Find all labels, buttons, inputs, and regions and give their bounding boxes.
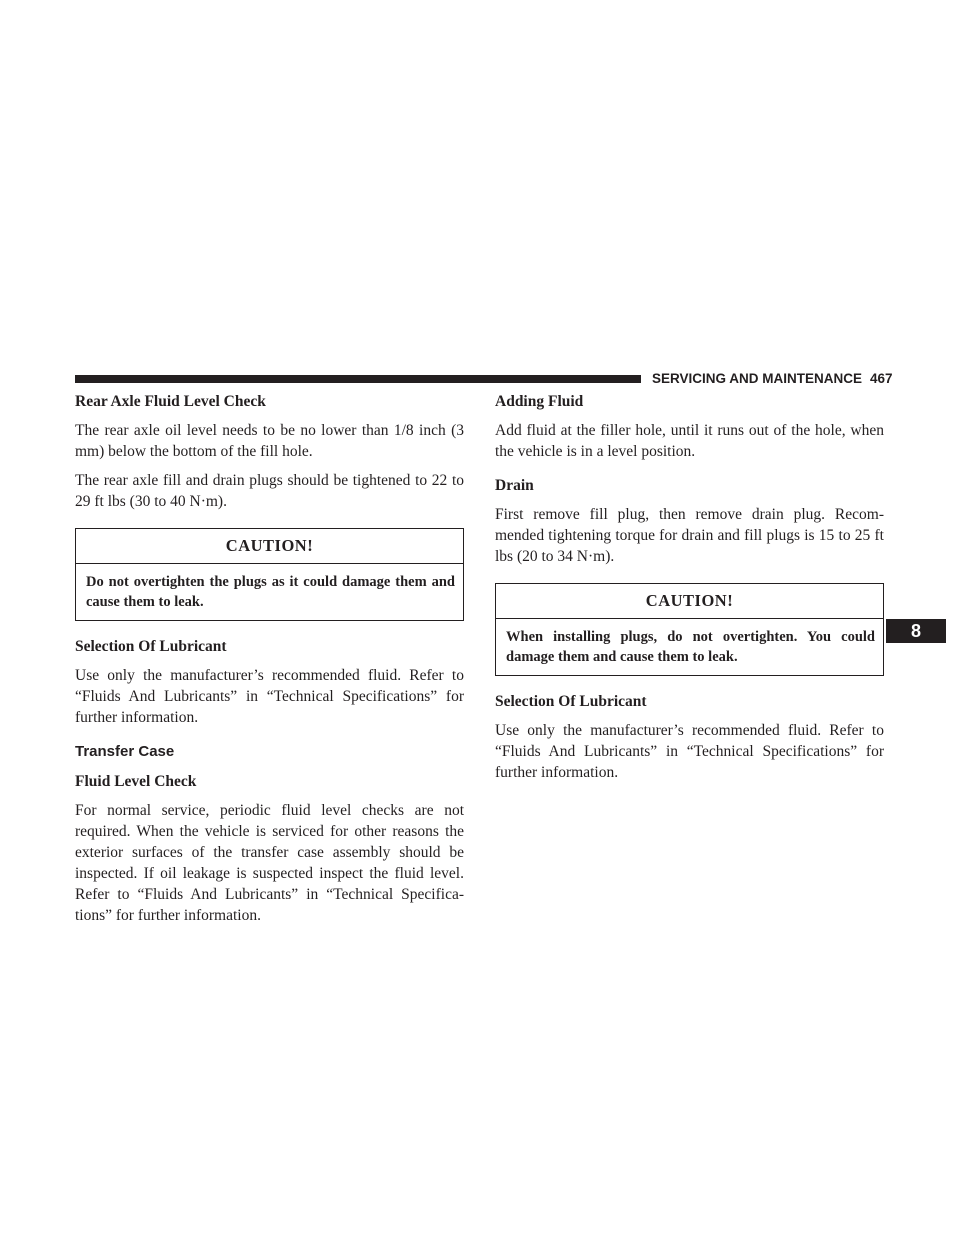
caution-box — [75, 528, 464, 621]
section-title: SERVICING AND MAINTENANCE — [652, 371, 863, 386]
caution-title: CAUTION! — [496, 584, 883, 619]
left-column — [75, 392, 464, 934]
heading-drain: Drain — [495, 477, 534, 494]
heading-adding-fluid: Adding Fluid — [495, 393, 584, 410]
paragraph-drain: First remove fill plug, then remove drain plug. Recom- mended tightening torque for drain and fill plugs is 15 to 25 ft lbs (20 to 34 N·m). — [495, 506, 884, 565]
right-column — [495, 392, 884, 791]
heading-selection-of-lubricant: Selection Of Lubricant — [495, 693, 647, 710]
caution-body: Do not overtighten the plugs as it could damage them and cause them to leak. — [86, 574, 455, 610]
caution-title: CAUTION! — [76, 529, 463, 564]
chapter-tab[interactable]: 8 — [886, 619, 946, 643]
caution-body: When installing plugs, do not overtighten. You could damage them and cause them to leak. — [506, 629, 875, 665]
heading-transfer-case: Transfer Case — [75, 743, 175, 760]
page-number: 467 — [870, 371, 893, 386]
paragraph-normal-service: For normal service, periodic fluid level checks are not required. When the vehicle is serviced for other reasons the exterior surfaces of the transfer case assembly should be inspected. If oil leakage is suspected inspect the fluid level. Refer to “Fluids And Lubricants” in “Technical Specifica- tions” for further information. — [75, 802, 464, 924]
header-rule — [75, 375, 641, 383]
paragraph-lubricant: Use only the manufacturer’s recommended fluid. Refer to “Fluids And Lubricants” in “Technical Specifications” for further information. — [75, 667, 464, 726]
paragraph-lubricant: Use only the manufacturer’s recommended fluid. Refer to “Fluids And Lubricants” in “Technical Specifications” for further information. — [495, 722, 884, 781]
running-header — [652, 370, 912, 388]
paragraph-oil-level: The rear axle oil level needs to be no lower than 1/8 inch (3 mm) below the bottom of the fill hole. — [75, 422, 464, 460]
heading-selection-of-lubricant: Selection Of Lubricant — [75, 638, 227, 655]
heading-fluid-level-check: Fluid Level Check — [75, 773, 197, 790]
caution-box — [495, 583, 884, 676]
paragraph-adding-fluid: Add fluid at the filler hole, until it runs out of the hole, when the vehicle is in a level position. — [495, 422, 884, 460]
heading-rear-axle-fluid-level-check: Rear Axle Fluid Level Check — [75, 393, 266, 410]
paragraph-plug-torque: The rear axle fill and drain plugs should be tightened to 22 to 29 ft lbs (30 to 40 N·m). — [75, 472, 464, 510]
